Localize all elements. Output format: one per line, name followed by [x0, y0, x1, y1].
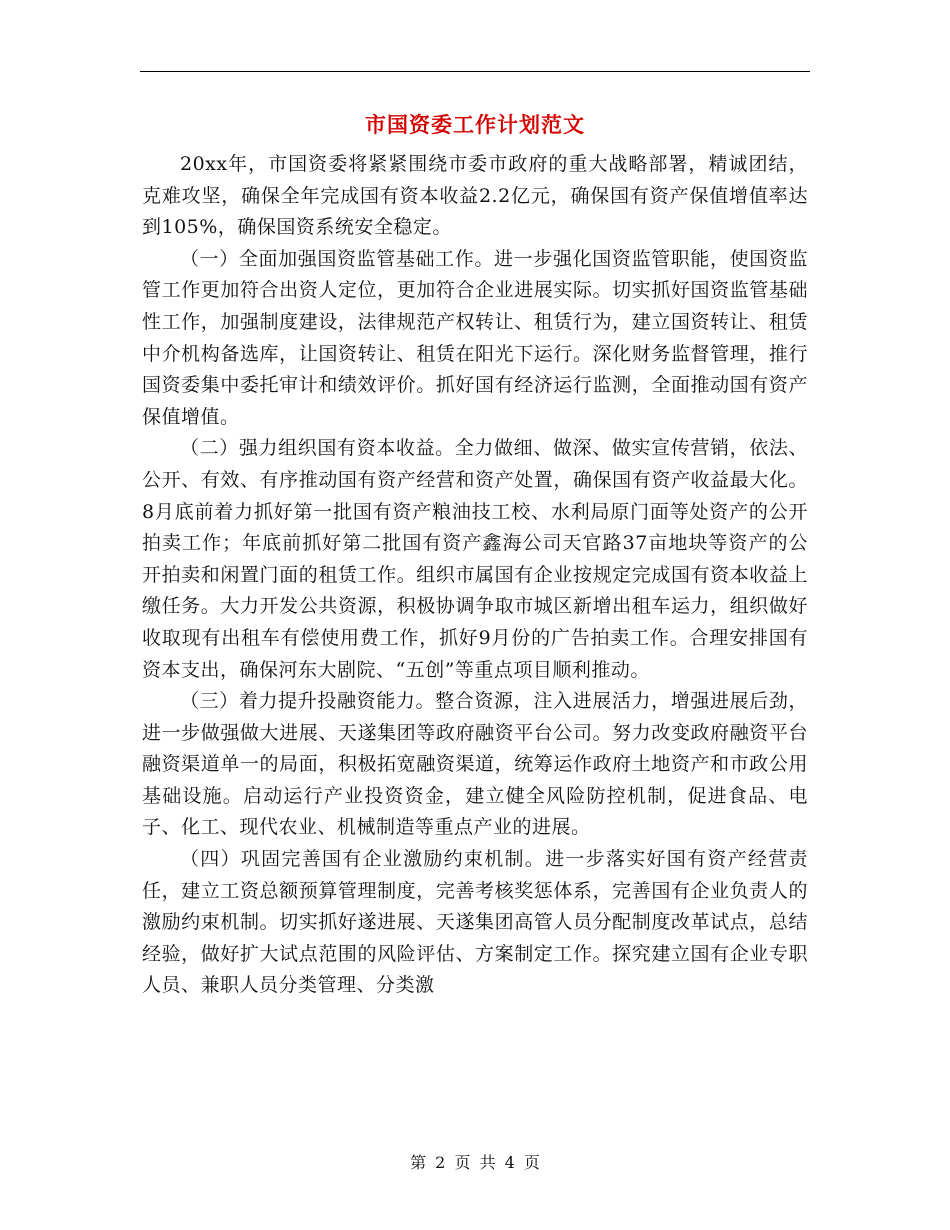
header-rule	[140, 71, 810, 72]
paragraph-intro: 20xx年，市国资委将紧紧围绕市委市政府的重大战略部署，精诚团结，克难攻坚，确保全年完成国有资本收益2.2亿元，确保国有资产保值增值率达到105%，确保国资系统安全稳定。	[142, 153, 808, 239]
document-body	[142, 149, 808, 1002]
paragraph-section-2: （二）强力组织国有资本收益。全力做细、做深、做实宣传营销，依法、公开、有效、有序推动国有资产经营和资产处置，确保国有资产收益最大化。8月底前着力抓好第一批国有资产粮油技工校、水利局原门面等处资产的公开拍卖工作；年底前抓好第二批国有资产鑫海公司天官路37亩地块等资产的公开拍卖和闲置门面的租赁工作。组织市属国有企业按规定完成国有资本收益上缴任务。大力开发公共资源，积极协调争取市城区新增出租车运力，组织做好收取现有出租车有偿使用费工作，抓好9月份的广告拍卖工作。合理安排国有资本支出，确保河东大剧院、“五创”等重点项目顺利推动。	[142, 437, 808, 681]
page-number-footer: 第 2 页 共 4 页	[410, 1153, 540, 1172]
paragraph-section-1: （一）全面加强国资监管基础工作。进一步强化国资监管职能，使国资监管工作更加符合出资人定位，更加符合企业进展实际。切实抓好国资监管基础性工作，加强制度建设，法律规范产权转让、租赁行为，建立国资转让、租赁中介机构备选库，让国资转让、租赁在阳光下运行。深化财务监督管理，推行国资委集中委托审计和绩效评价。抓好国有经济运行监测，全面推动国有资产保值增值。	[142, 247, 808, 428]
document-title: 市国资委工作计划范文	[365, 112, 585, 137]
paragraph-section-4: （四）巩固完善国有企业激励约束机制。进一步落实好国有资产经营责任，建立工资总额预算管理制度，完善考核奖惩体系，完善国有企业负责人的激励约束机制。切实抓好遂进展、天遂集团高管人员分配制度改革试点，总结经验，做好扩大试点范围的风险评估、方案制定工作。探究建立国有企业专职人员、兼职人员分类管理、分类激	[142, 848, 808, 997]
paragraph-section-3: （三）着力提升投融资能力。整合资源，注入进展活力，增强进展后劲，进一步做强做大进展、天遂集团等政府融资平台公司。努力改变政府融资平台融资渠道单一的局面，积极拓宽融资渠道，统筹运作政府土地资产和市政公用基础设施。启动运行产业投资资金，建立健全风险防控机制，促进食品、电子、化工、现代农业、机械制造等重点产业的进展。	[142, 690, 808, 839]
